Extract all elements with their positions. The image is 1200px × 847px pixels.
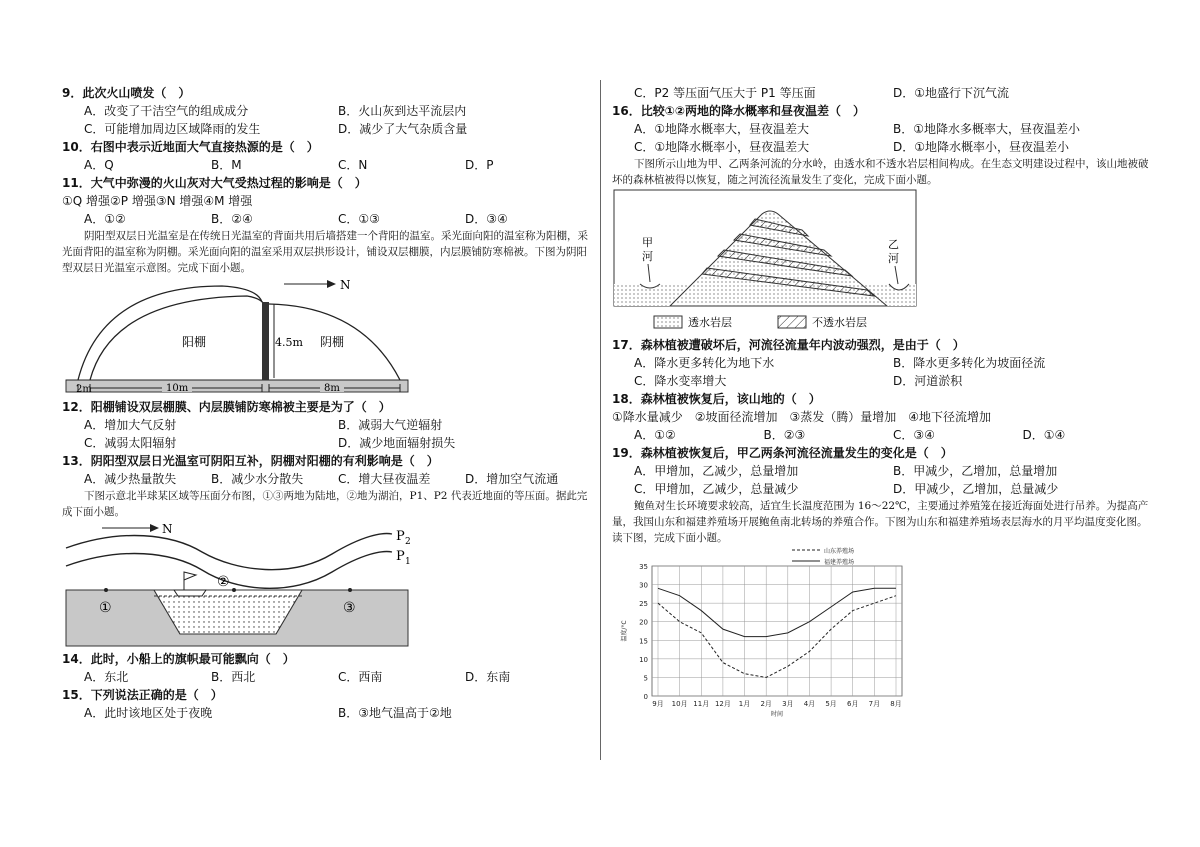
dim-8m: 8m bbox=[324, 383, 340, 394]
dim-2m: 2m bbox=[76, 384, 92, 395]
flag-icon bbox=[184, 572, 196, 580]
shady-label: 阴棚 bbox=[320, 335, 345, 349]
q16-stem: 16．比较①②两地的降水概率和昼夜温差（ ） bbox=[612, 104, 866, 118]
q18-options bbox=[612, 426, 1152, 444]
river-b-label-2: 河 bbox=[888, 252, 899, 265]
q16-option-c: C．①地降水概率小，昼夜温差大 bbox=[634, 140, 810, 154]
q13-stem: 13．阴阳型双层日光温室可阴阳互补，阴棚对阳棚的有利影响是（ ） bbox=[62, 454, 439, 468]
q18-sub: ①降水量减少 ②坡面径流增加 ③蒸发（腾）量增加 ④地下径流增加 bbox=[612, 410, 992, 424]
q14-option-d: D．东南 bbox=[465, 670, 511, 684]
q14-stem: 14．此时，小船上的旗帜最可能飘向（ ） bbox=[62, 652, 295, 666]
q17-option-b: B．降水更多转化为坡面径流 bbox=[893, 356, 1046, 370]
q13-option-a: A．减少热量散失 bbox=[84, 472, 177, 486]
point-2: ② bbox=[217, 574, 230, 590]
q13-options bbox=[62, 470, 592, 488]
sunny-label: 阳棚 bbox=[182, 335, 207, 349]
x-tick-label: 1月 bbox=[738, 700, 751, 708]
point-1: ① bbox=[99, 600, 112, 616]
temperature-chart bbox=[612, 546, 912, 726]
river-a-label-1: 甲 bbox=[642, 236, 653, 249]
q15-options-2 bbox=[612, 84, 1152, 102]
x-axis-label: 时间 bbox=[770, 711, 784, 718]
y-tick-label: 5 bbox=[643, 674, 648, 683]
q16-option-d: D．①地降水概率小，昼夜温差小 bbox=[893, 140, 1069, 154]
q15-option-a: A．此时该地区处于夜晚 bbox=[84, 706, 213, 720]
y-tick-label: 35 bbox=[639, 563, 648, 571]
y-axis-label: 温度/°C bbox=[621, 620, 628, 642]
q19-options bbox=[612, 462, 1152, 480]
y-tick-label: 15 bbox=[639, 637, 648, 646]
q14-option-b: B．西北 bbox=[211, 670, 256, 684]
greenhouse-diagram bbox=[62, 276, 412, 398]
q18-option-b: B．②③ bbox=[763, 428, 806, 442]
y-tick-label: 20 bbox=[639, 618, 648, 627]
q9-options bbox=[62, 102, 592, 120]
q15-stem: 15．下列说法正确的是（ ） bbox=[62, 688, 223, 702]
y-tick-label: 0 bbox=[643, 693, 648, 701]
ground-strip bbox=[66, 380, 408, 392]
river-a-label-2: 河 bbox=[642, 250, 653, 263]
q17-option-c: C．降水变率增大 bbox=[634, 374, 727, 388]
q14-option-a: A．东北 bbox=[84, 670, 129, 684]
q9-options-2 bbox=[62, 120, 592, 138]
q19-option-d: D．甲减少，乙增加，总量减少 bbox=[893, 482, 1059, 496]
north-label: N bbox=[340, 278, 351, 292]
q19-option-c: C．甲增加，乙减少，总量减少 bbox=[634, 482, 799, 496]
q11-options bbox=[62, 210, 592, 228]
q19-option-a: A．甲增加，乙减少，总量增加 bbox=[634, 464, 799, 478]
q15-options bbox=[62, 704, 592, 722]
y-tick-label: 25 bbox=[639, 600, 648, 609]
dim-10m: 10m bbox=[166, 383, 189, 394]
x-tick-label: 7月 bbox=[868, 700, 881, 708]
q9-option-a: A．改变了干洁空气的组成成分 bbox=[84, 104, 249, 118]
point-3: ③ bbox=[343, 600, 356, 616]
x-tick-label: 2月 bbox=[760, 700, 772, 708]
q17-stem: 17．森林植被遭破坏后，河流径流量年内波动强烈，是由于（ ） bbox=[612, 338, 965, 352]
p1-label: P bbox=[396, 549, 405, 564]
passage-isobar: 下图示意北半球某区域等压面分布图，①③两地为陆地，②地为湖泊，P1、P2 代表近地面的等压面。据此完成下面小题。 bbox=[62, 490, 588, 518]
x-tick-label: 8月 bbox=[890, 700, 902, 708]
q16-option-a: A．①地降水概率大，昼夜温差大 bbox=[634, 122, 809, 136]
inner-arch bbox=[90, 296, 264, 380]
boat bbox=[174, 590, 206, 596]
q9-option-d: D．减少了大气杂质含量 bbox=[338, 122, 468, 136]
river-b-label-1: 乙 bbox=[888, 238, 899, 251]
q14-option-c: C．西南 bbox=[338, 670, 383, 684]
back-wall bbox=[262, 302, 269, 380]
outer-arch bbox=[78, 286, 262, 380]
left-column bbox=[62, 84, 592, 722]
q12-options bbox=[62, 416, 592, 434]
y-tick-label: 10 bbox=[639, 655, 648, 664]
q13-option-b: B．减少水分散失 bbox=[211, 472, 304, 486]
passage-watershed: 下图所示山地为甲、乙两条河流的分水岭，由透水和不透水岩层相间构成。在生态文明建设过程中，该山地被破坏的森林植被得以恢复，随之河流径流量发生了变化，完成下面小题。 bbox=[612, 158, 1149, 186]
right-column bbox=[612, 84, 1152, 726]
legend-label-2: 福建养殖场 bbox=[824, 559, 855, 566]
x-tick-label: 6月 bbox=[846, 700, 859, 708]
x-tick-label: 5月 bbox=[825, 700, 837, 708]
q12-option-c: C．减弱太阳辐射 bbox=[84, 436, 177, 450]
q18-stem: 18．森林植被恢复后，该山地的（ ） bbox=[612, 392, 821, 406]
q17-option-d: D．河道淤积 bbox=[893, 374, 963, 388]
x-tick-label: 12月 bbox=[714, 700, 731, 708]
q15-option-d: D．①地盛行下沉气流 bbox=[893, 86, 1009, 100]
q10-option-c: C．N bbox=[338, 158, 368, 172]
q13-option-d: D．增加空气流通 bbox=[465, 472, 559, 486]
x-tick-label: 4月 bbox=[803, 700, 816, 708]
height-label: 4.5m bbox=[275, 336, 303, 349]
q17-options-2 bbox=[612, 372, 1152, 390]
q9-option-b: B．火山灰到达平流层内 bbox=[338, 104, 467, 118]
legend-impermeable: 不透水岩层 bbox=[812, 316, 867, 329]
q11-option-b: B．②④ bbox=[211, 212, 253, 226]
x-tick-label: 11月 bbox=[693, 700, 710, 708]
p2-label: P bbox=[396, 529, 405, 544]
legend-swatch-permeable bbox=[654, 316, 682, 328]
passage-abalone: 鲍鱼对生长环境要求较高，适宜生长温度范围为 16～22℃，主要通过养殖笼在接近海面处进行吊养。为提高产量，我国山东和福建养殖场开展鲍鱼南北转场的养殖合作。下图为山东和福建养殖场表层海水的月平均温度变化图。读下图，完成下面小题。 bbox=[612, 500, 1149, 544]
q11-option-d: D．③④ bbox=[465, 212, 508, 226]
q10-options bbox=[62, 156, 592, 174]
q16-options-2 bbox=[612, 138, 1152, 156]
q18-option-a: A．①② bbox=[634, 428, 676, 442]
q12-stem: 12．阳棚铺设双层棚膜、内层膜铺防寒棉被主要是为了（ ） bbox=[62, 400, 391, 414]
q16-options bbox=[612, 120, 1152, 138]
q16-option-b: B．①地降水多概率大，昼夜温差小 bbox=[893, 122, 1080, 136]
q15-option-c: C．P2 等压面气压大于 P1 等压面 bbox=[634, 86, 816, 100]
plot-area bbox=[652, 566, 902, 696]
q17-options bbox=[612, 354, 1152, 372]
p1-sub: 1 bbox=[405, 557, 411, 567]
x-tick-label: 9月 bbox=[652, 700, 664, 708]
q11-option-c: C．①③ bbox=[338, 212, 380, 226]
p2-sub: 2 bbox=[405, 537, 411, 547]
q11-sub: ①Q 增强②P 增强③N 增强④M 增强 bbox=[62, 194, 253, 208]
isobar-diagram bbox=[62, 520, 422, 650]
q19-options-2 bbox=[612, 480, 1152, 498]
q18-option-d: D．①④ bbox=[1022, 428, 1066, 442]
q12-option-b: B．减弱大气逆辐射 bbox=[338, 418, 443, 432]
q10-option-d: D．P bbox=[465, 158, 494, 172]
watershed-diagram bbox=[612, 188, 932, 336]
q11-option-a: A．①② bbox=[84, 212, 126, 226]
q19-option-b: B．甲减少，乙增加，总量增加 bbox=[893, 464, 1058, 478]
q14-options bbox=[62, 668, 592, 686]
q9-option-c: C．可能增加周边区域降雨的发生 bbox=[84, 122, 261, 136]
north-label-2: N bbox=[162, 522, 173, 536]
x-tick-label: 3月 bbox=[782, 700, 794, 708]
q12-option-a: A．增加大气反射 bbox=[84, 418, 177, 432]
q12-options-2 bbox=[62, 434, 592, 452]
q18-option-c: C．③④ bbox=[893, 428, 935, 442]
q13-option-c: C．增大昼夜温差 bbox=[338, 472, 431, 486]
y-tick-label: 30 bbox=[639, 581, 648, 590]
q12-option-d: D．减少地面辐射损失 bbox=[338, 436, 456, 450]
q9-stem: 9．此次火山喷发（ ） bbox=[62, 86, 191, 100]
q10-option-b: B．M bbox=[211, 158, 242, 172]
q10-stem: 10．右图中表示近地面大气直接热源的是（ ） bbox=[62, 140, 319, 154]
legend-label-1: 山东养殖场 bbox=[824, 548, 855, 555]
passage-greenhouse: 阴阳型双层日光温室是在传统日光温室的背面共用后墙搭建一个背阳的温室。采光面向阳的温室称为阳棚，采光面背阳的温室称为阴棚。采光面向阳的温室采用双层拱形设计，铺设双层棚膜，内层膜铺防寒棉被。下图为阴阳型双层日光温室示意图。完成下面小题。 bbox=[62, 230, 588, 274]
x-tick-label: 10月 bbox=[671, 700, 688, 708]
isobar-p2 bbox=[66, 534, 392, 570]
q19-stem: 19．森林植被恢复后，甲乙两条河流径流量发生的变化是（ ） bbox=[612, 446, 953, 460]
q10-option-a: A．Q bbox=[84, 158, 114, 172]
q15-option-b: B．③地气温高于②地 bbox=[338, 706, 452, 720]
q11-stem: 11．大气中弥漫的火山灰对大气受热过程的影响是（ ） bbox=[62, 176, 367, 190]
legend-permeable: 透水岩层 bbox=[688, 316, 732, 329]
column-divider bbox=[600, 80, 601, 760]
legend-swatch-impermeable bbox=[778, 316, 806, 328]
q17-option-a: A．降水更多转化为地下水 bbox=[634, 356, 775, 370]
